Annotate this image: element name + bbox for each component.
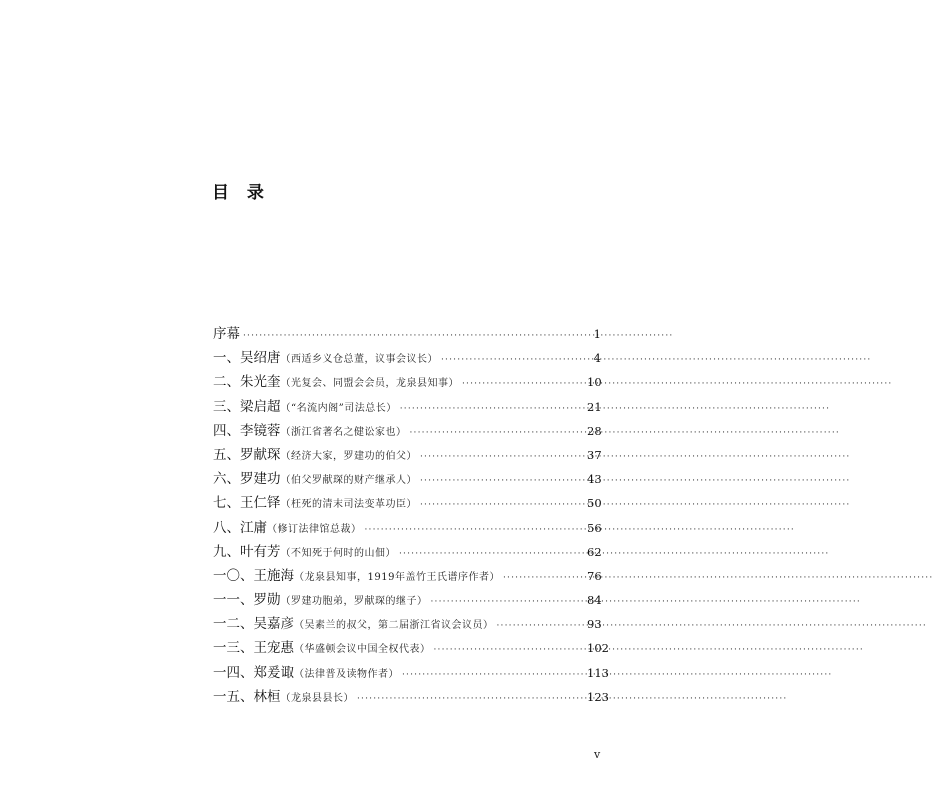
toc-entry-note: （罗建功胞弟，罗献琛的继子） — [280, 596, 428, 608]
toc-entry-note: （法律普及读物作者） — [294, 668, 399, 680]
toc-entry-note: （伯父罗献琛的财产继承人） — [280, 475, 417, 487]
toc-entry-title: 九、叶有芳 — [213, 543, 281, 560]
toc-entry-note: （西适乡义仓总董，议事会议长） — [280, 354, 438, 366]
toc-leader-dots — [365, 518, 585, 542]
toc-entry-page: 62 — [587, 544, 602, 559]
toc-entry-title: 一、吴绍唐 — [213, 350, 281, 367]
toc-entry-note: （经济大家，罗建功的伯父） — [280, 450, 417, 462]
toc-leader-dots — [420, 445, 584, 469]
toc-leader-dots — [497, 614, 585, 638]
toc-entry-page: 1 — [593, 327, 601, 341]
toc-entry-note: （光复会、同盟会会员，龙泉县知事） — [280, 378, 459, 390]
toc-entry-page: 37 — [587, 447, 602, 462]
toc-leader-dots — [462, 372, 584, 396]
toc-entry-page: 102 — [587, 641, 609, 656]
toc-entry-page: 56 — [587, 520, 602, 535]
toc-entry-title: 序幕 — [213, 326, 240, 342]
toc-entry — [213, 443, 601, 467]
toc-entry-page: 10 — [587, 375, 602, 390]
toc-entry-title: 一四、郑爰诹 — [213, 664, 294, 681]
toc-entry-note: （龙泉县县长） — [280, 692, 354, 704]
toc-leader-dots — [420, 493, 584, 517]
toc-entry — [213, 395, 601, 419]
toc-entry-note: （“名流内阁”司法总长） — [280, 402, 397, 414]
table-of-contents — [213, 322, 609, 709]
toc-entry — [213, 636, 609, 660]
toc-entry — [213, 516, 601, 540]
toc-entry-title: 六、罗建功 — [213, 471, 281, 488]
toc-entry-note: （不知死于何时的山佃） — [280, 547, 396, 559]
toc-entry-note: （枉死的清末司法变革功臣） — [280, 499, 417, 511]
toc-entry-page: 76 — [587, 568, 602, 583]
toc-leader-dots — [402, 663, 584, 687]
toc-leader-dots — [503, 566, 584, 590]
toc-leader-dots — [431, 590, 585, 614]
toc-entry — [213, 322, 601, 346]
toc-entry-page: 93 — [587, 617, 602, 632]
toc-leader-dots — [420, 469, 584, 493]
toc-entry-title: 八、江庸 — [213, 519, 267, 536]
toc-entry-note: （修订法律馆总裁） — [267, 523, 362, 535]
toc-entry — [213, 685, 609, 709]
toc-leader-dots — [357, 687, 584, 711]
toc-entry-title: 一二、吴嘉彦 — [213, 616, 294, 633]
toc-leader-dots — [441, 348, 584, 372]
toc-entry-title: 一五、林桓 — [213, 688, 281, 705]
toc-entry-title: 二、朱光奎 — [213, 374, 281, 391]
toc-entry-page: 21 — [587, 399, 602, 414]
toc-entry-title: 一一、罗勋 — [213, 592, 281, 609]
toc-entry-title: 三、梁启超 — [213, 398, 281, 415]
toc-entry-page: 123 — [587, 689, 609, 704]
toc-entry-note: （浙江省著名之健讼家也） — [280, 426, 407, 438]
toc-entry — [213, 540, 601, 564]
toc-entry-title: 一三、王宠惠 — [213, 640, 294, 657]
toc-entry-page: 28 — [587, 423, 602, 438]
toc-entry-title: 四、李镜蓉 — [213, 422, 281, 439]
toc-entry-title: 七、王仁铎 — [213, 495, 281, 512]
toc-leader-dots — [399, 542, 584, 566]
toc-entry-page: 50 — [587, 496, 602, 511]
toc-entry-note: （吴素兰的叔父，第二届浙江省议会议员） — [294, 620, 494, 632]
toc-entry — [213, 419, 601, 443]
toc-leader-dots — [434, 638, 585, 662]
toc-entry-title: 五、罗献琛 — [213, 446, 281, 463]
toc-entry-page: 113 — [587, 665, 609, 680]
toc-leader-dots — [400, 397, 584, 421]
toc-entry — [213, 564, 601, 588]
toc-entry-page: 84 — [587, 593, 602, 608]
toc-entry-title: 一〇、王施海 — [213, 567, 294, 584]
toc-entry — [213, 491, 601, 515]
toc-entry — [213, 370, 601, 394]
toc-entry — [213, 612, 601, 636]
page-title: 目 录 — [212, 183, 270, 203]
toc-entry — [213, 588, 601, 612]
toc-entry-note: （龙泉县知事，1919年盖竹王氏谱序作者） — [294, 571, 500, 583]
toc-leader-dots — [410, 421, 585, 445]
toc-entry — [213, 661, 609, 685]
toc-entry — [213, 467, 601, 491]
toc-entry-page: 43 — [587, 472, 602, 487]
page-number: v — [594, 748, 601, 761]
toc-entry-page: 4 — [593, 351, 601, 366]
toc-entry-note: （华盛顿会议中国全权代表） — [294, 644, 431, 656]
toc-leader-dots — [243, 324, 584, 348]
toc-entry — [213, 346, 601, 370]
